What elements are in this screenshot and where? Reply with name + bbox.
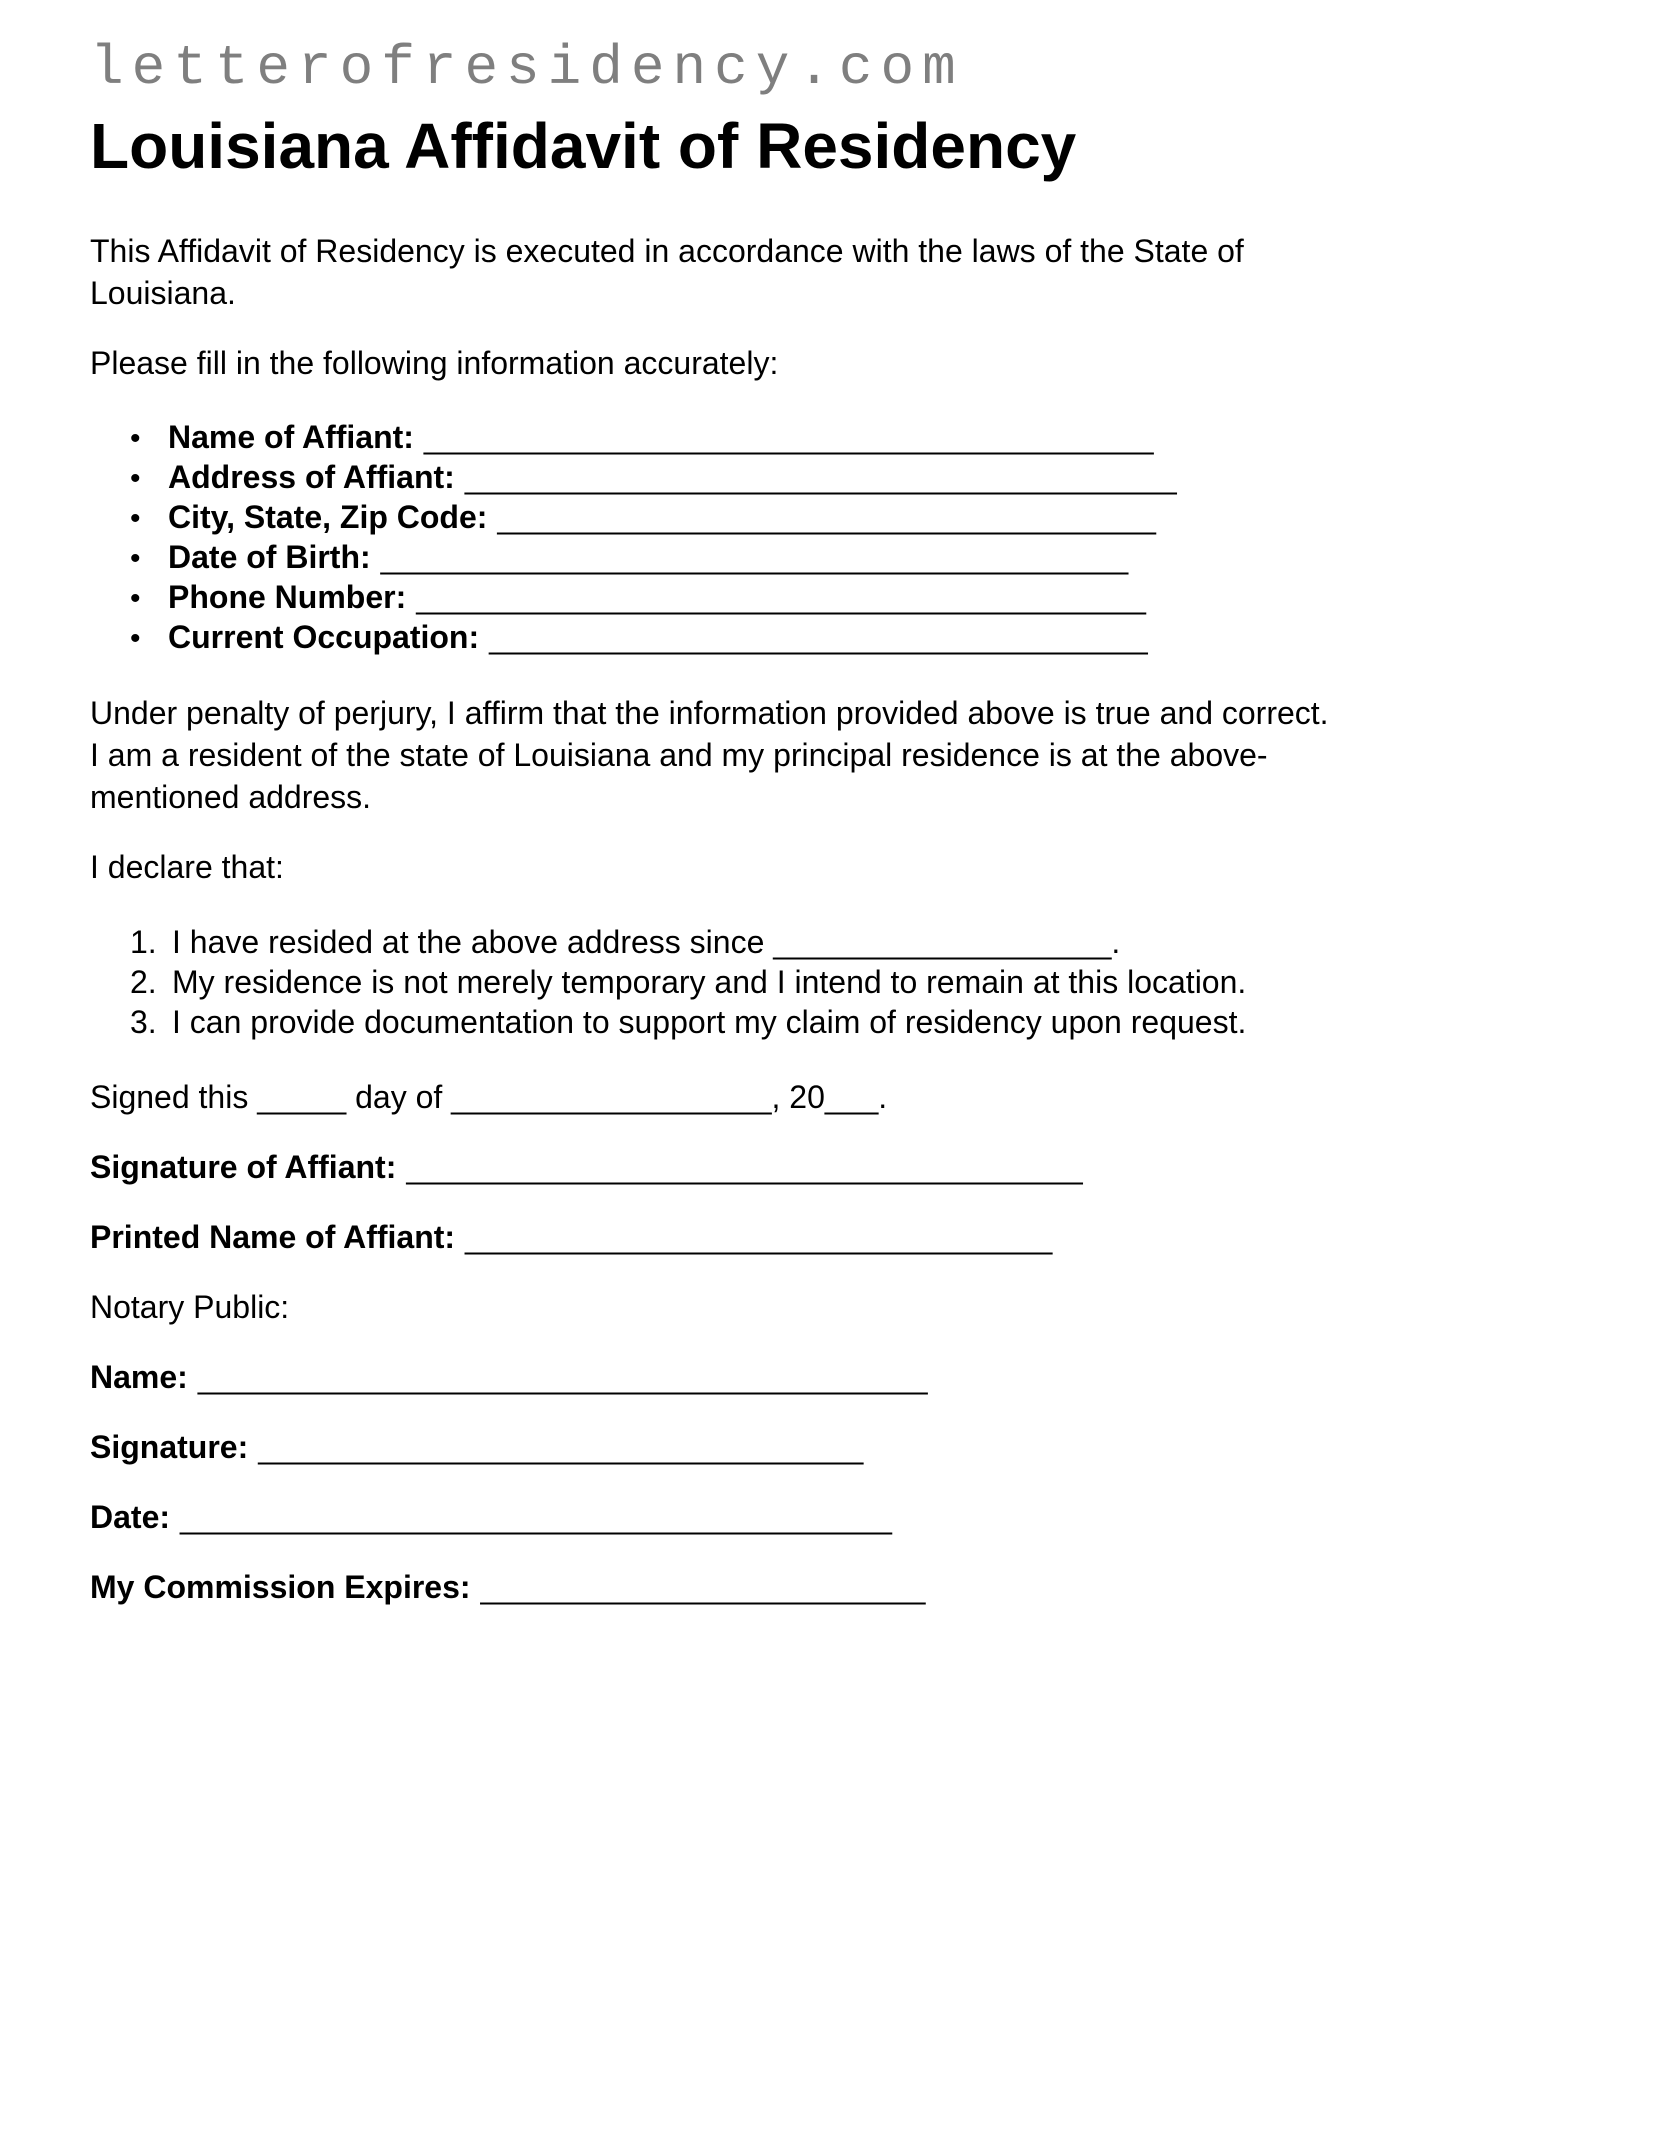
site-header: letterofresidency.com <box>90 36 964 100</box>
blank-line-year: ___ <box>824 1078 879 1115</box>
bullet-icon: • <box>130 541 141 575</box>
blank-line: _____________________________________ <box>497 498 1156 535</box>
declaration-text: I have resided at the above address since <box>172 923 774 960</box>
field-label: Current Occupation: <box>168 618 480 655</box>
field-label: Date: <box>90 1498 171 1535</box>
field-label: Address of Affiant: <box>168 458 455 495</box>
field-label: Phone Number: <box>168 578 407 615</box>
field-name-of-affiant <box>130 418 1570 458</box>
blank-line: ________________________________________ <box>180 1498 892 1535</box>
blank-line: _________________________________________ <box>423 418 1154 455</box>
notary-public-heading: Notary Public: <box>90 1288 290 1325</box>
text-line: I am a resident of the state of Louisiana and my principal residence is at the above- <box>90 736 1268 773</box>
declaration-text: My residence is not merely temporary and I intend to remain at this location. <box>172 963 1247 1000</box>
commission-expires-row <box>90 1566 1570 1608</box>
signed-text: , 20 <box>771 1078 825 1115</box>
declaration-text: I can provide documentation to support my claim of residency upon request. <box>172 1003 1247 1040</box>
notary-name-row <box>90 1356 1570 1398</box>
field-label: Signature: <box>90 1428 249 1465</box>
list-number: 3. <box>130 1003 157 1040</box>
signed-text: . <box>878 1078 888 1115</box>
intro-paragraph <box>90 230 1570 314</box>
declare-heading: I declare that: <box>90 848 284 885</box>
blank-line: _________________________________ <box>465 1218 1053 1255</box>
declaration-item-1 <box>130 922 1570 962</box>
field-label: Name of Affiant: <box>168 418 414 455</box>
declaration-item-2 <box>130 962 1570 1002</box>
list-number: 1. <box>130 923 157 960</box>
notary-date-row <box>90 1496 1570 1538</box>
field-label: City, State, Zip Code: <box>168 498 488 535</box>
signed-date-line <box>90 1076 1570 1118</box>
page-title: Louisiana Affidavit of Residency <box>90 110 1077 183</box>
declaration-item-3 <box>130 1002 1570 1042</box>
blank-line: _________________________________________ <box>416 578 1146 615</box>
field-date-of-birth <box>130 538 1570 578</box>
declarations-list <box>90 922 1570 1042</box>
field-address-of-affiant <box>130 458 1570 498</box>
blank-line: ______________________________________ <box>406 1148 1083 1185</box>
blank-line: __________________________________________ <box>380 538 1129 575</box>
blank-line-month: __________________ <box>451 1078 772 1115</box>
declaration-text: . <box>1111 923 1121 960</box>
signed-text: day of <box>346 1078 452 1115</box>
blank-line-day: _____ <box>257 1078 347 1115</box>
field-label: Printed Name of Affiant: <box>90 1218 456 1255</box>
field-label: Signature of Affiant: <box>90 1148 397 1185</box>
printed-name-of-affiant-row <box>90 1216 1570 1258</box>
blank-line: ___________________ <box>773 923 1112 960</box>
blank-line: _________________________ <box>480 1568 926 1605</box>
field-label: My Commission Expires: <box>90 1568 471 1605</box>
bullet-icon: • <box>130 621 141 655</box>
bullet-icon: • <box>130 461 141 495</box>
bullet-icon: • <box>130 421 141 455</box>
field-label: Date of Birth: <box>168 538 371 575</box>
field-city-state-zip <box>130 498 1570 538</box>
signed-text: Signed this <box>90 1078 258 1115</box>
affiant-fields-list <box>90 418 1570 658</box>
text-line: This Affidavit of Residency is executed in accordance with the laws of the State of <box>90 232 1244 269</box>
text-line: Under penalty of perjury, I affirm that the information provided above is true and correct. <box>90 694 1329 731</box>
fill-prompt: Please fill in the following information accurately: <box>90 344 779 381</box>
blank-line: ________________________________________ <box>464 458 1177 495</box>
list-number: 2. <box>130 963 157 1000</box>
signature-of-affiant-row <box>90 1146 1570 1188</box>
notary-signature-row <box>90 1426 1570 1468</box>
blank-line: __________________________________ <box>258 1428 864 1465</box>
affirmation-paragraph <box>90 692 1570 818</box>
blank-line: _____________________________________ <box>489 618 1148 655</box>
bullet-icon: • <box>130 581 141 615</box>
field-current-occupation <box>130 618 1570 658</box>
blank-line: _________________________________________ <box>197 1358 928 1395</box>
field-phone-number <box>130 578 1570 618</box>
field-label: Name: <box>90 1358 188 1395</box>
bullet-icon: • <box>130 501 141 535</box>
text-line: mentioned address. <box>90 778 372 815</box>
text-line: Louisiana. <box>90 274 236 311</box>
